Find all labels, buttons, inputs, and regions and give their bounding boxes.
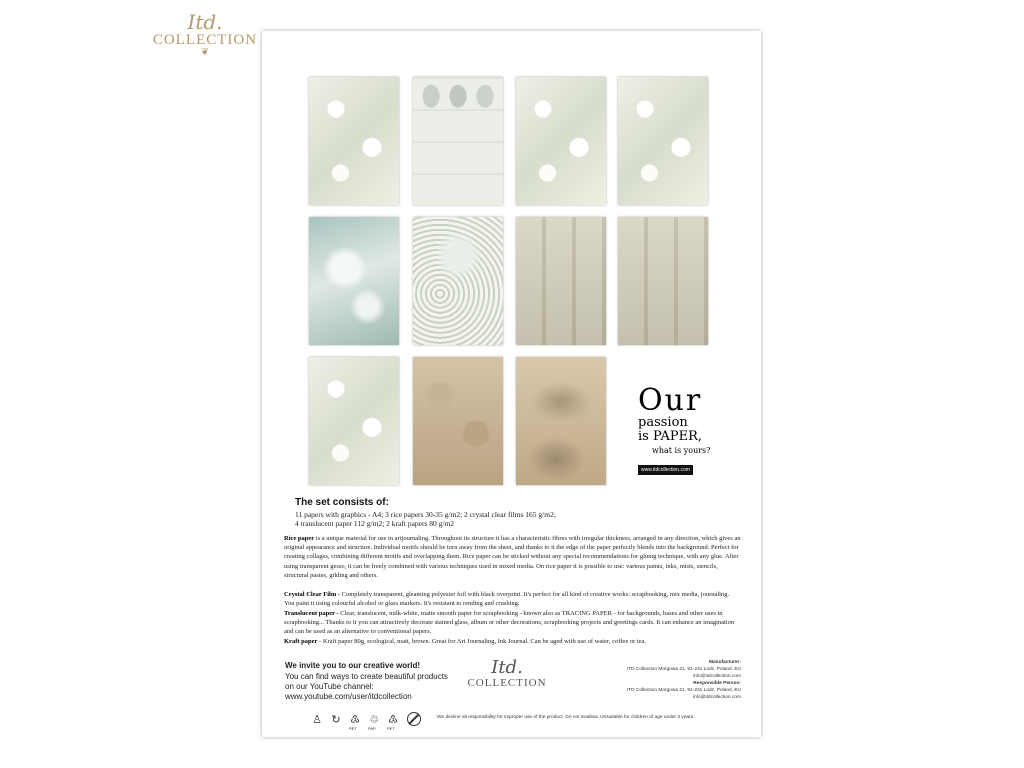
product-sheet xyxy=(262,31,761,737)
responsible-person-address: ITD Collection Morgowa 21, 91-231 Lodz, Poland, EU xyxy=(626,688,741,693)
rice-paper-title: Rice paper xyxy=(284,535,315,542)
paper-thumbnail[interactable] xyxy=(516,77,606,205)
kraft-paper-description xyxy=(284,637,741,646)
crystal-film-text: Completely transparent, gleaming polyester foil with black overprint. It's perfect for all kind of creative works: scrapbooking, mix media, journaling. You paint it using colourful alcohol or glass markers. It's resistant to rending and crushing. xyxy=(284,591,730,608)
responsible-person-email: info@itdcollection.com xyxy=(692,695,741,700)
manufacturer-label: Manufacturer: xyxy=(709,660,741,665)
tidyman-icon: ♙ xyxy=(312,712,322,726)
responsible-person-label: Responsible Person: xyxy=(693,681,741,686)
disclaimer: We decline all responsibility for improper use of the product. Do not swallow. Unsuitable for children of age under 3 years. xyxy=(437,715,695,720)
brand-logo xyxy=(140,12,270,58)
paper-thumbnail[interactable] xyxy=(618,77,708,205)
translucent-paper-text: Clear, translucent, milk-white, matte smooth paper for scrapbooking - known also as TRACING PAPER - for backgrounds, bases and other uses in scrapbooking... Thanks to it you can attractively decorate stained glass, album or other decorations, scrapbooking projects and greetings cards. It can enhance an imagination and can be used as an alternative to conventional papers. xyxy=(284,610,735,636)
crystal-film-description xyxy=(284,590,741,608)
kraft-paper-title: Kraft paper xyxy=(284,638,318,645)
paper-thumbnail[interactable] xyxy=(516,217,606,345)
recycle-label: PET xyxy=(349,726,357,731)
paper-thumbnail[interactable] xyxy=(309,77,399,205)
recycle-pap-icon: ♲ xyxy=(369,712,379,726)
paper-thumbnail[interactable] xyxy=(413,357,503,485)
paper-thumbnail[interactable] xyxy=(618,217,708,345)
brand-ornament-icon: ❦ xyxy=(200,47,210,58)
paper-thumbnail[interactable] xyxy=(516,357,606,485)
brand-logo-wordmark: COLLECTION xyxy=(152,32,258,48)
set-contents-line: 11 papers with graphics - A4; 3 rice papers 30-35 g/m2; 2 crystal clear films 165 g/m2; xyxy=(295,510,556,519)
recycle-label: PET xyxy=(387,726,395,731)
invite-text: on our YouTube channel: xyxy=(285,682,374,691)
recycle-label: PAP xyxy=(368,726,376,731)
slogan-line-1: Our xyxy=(638,383,703,418)
footer-logo xyxy=(452,659,562,689)
slogan-url[interactable]: www.itdcollection.com xyxy=(638,465,693,475)
rice-paper-text: is a unique material for use in artjournaling. Throughout its structure it has a characteristic fibres with irregular thickness, arranged in any direction, which gives an original appearance and structure. Individual motifs should be torn away from the sheet, and thanks to it the edge of the paper perfectly blends into the background. Perfect for creating collages, combining different motifs and overlapping them. Rice paper can be sticked without any special recommendations for gluing technique, with any glue. After using transparent gesso, it can be freely combined with various techniques used in mixed media. On rice paper it is possible to use: various paints, inks, mists, stencils, structural pastes, gilding and others. xyxy=(284,535,741,579)
no-children-icon xyxy=(407,712,421,726)
brand-logo-script: Itd. xyxy=(187,10,223,34)
invite-text: You can find ways to create beautiful products xyxy=(285,672,448,681)
paper-thumbnail[interactable] xyxy=(309,217,399,345)
slogan-line-2: passion xyxy=(638,415,688,430)
manufacturer-email: info@itdcollection.com xyxy=(692,674,741,679)
manufacturer-address: ITD Collection Morgowa 21, 91-231 Lodz, Poland, EU xyxy=(626,667,741,672)
paper-thumbnail[interactable] xyxy=(309,357,399,485)
invite-heading: We invite you to our creative world! xyxy=(285,661,420,670)
youtube-link[interactable]: www.youtube.com/user/itdcollection xyxy=(285,692,412,701)
paper-thumbnail[interactable] xyxy=(413,217,503,345)
crystal-film-title: Crystal Clear Film - xyxy=(284,591,341,598)
footer-logo-script: Itd. xyxy=(491,657,523,678)
set-contents-line: 4 translucent paper 112 g/m2; 2 kraft papers 80 g/m2 xyxy=(295,519,455,528)
slogan-line-3: is PAPER, xyxy=(638,429,703,444)
translucent-paper-title: Translucent paper - xyxy=(284,610,339,617)
paper-thumbnail[interactable] xyxy=(413,77,503,205)
slogan-line-4: what is yours? xyxy=(652,446,711,455)
recycle-pet-icon: ♳ xyxy=(350,712,360,726)
footer-logo-wordmark: COLLECTION xyxy=(467,677,547,689)
rice-paper-description xyxy=(284,534,741,580)
set-title: The set consists of: xyxy=(295,497,389,508)
kraft-paper-text: - Kraft paper 80g, ecological, matt, brown. Great for Art Journaling, Ink Journal. Can be aged with use of water, coffee or tea. xyxy=(317,638,647,645)
recycle-pet-icon: ♳ xyxy=(388,712,398,726)
slogan-block xyxy=(638,383,728,475)
translucent-paper-description xyxy=(284,609,741,637)
recycling-icons xyxy=(310,712,400,726)
recycle-arrow-icon: ↻ xyxy=(331,712,341,726)
